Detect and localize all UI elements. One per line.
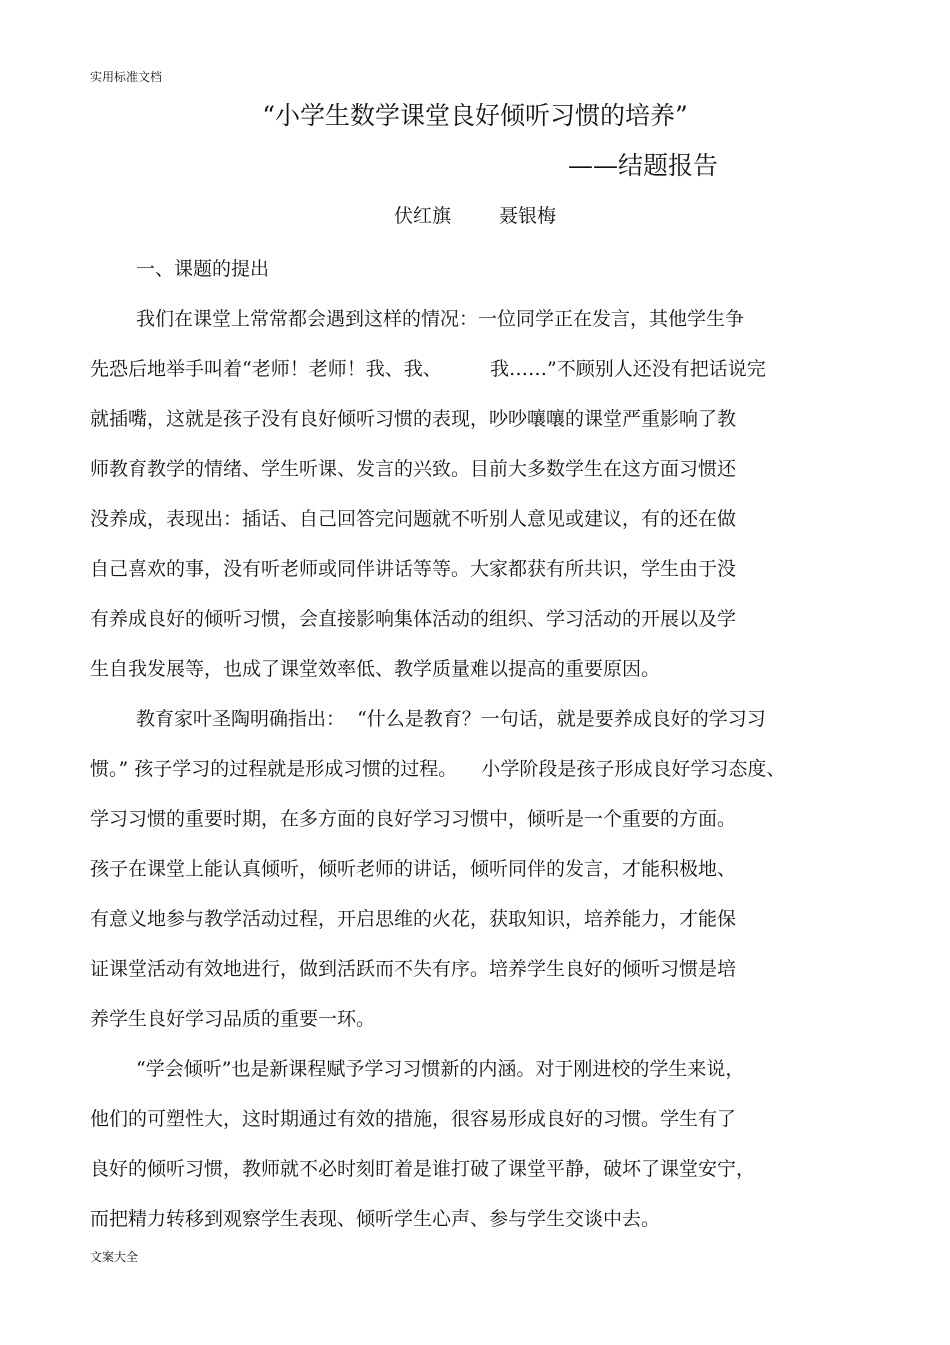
body-line: 学习习惯的重要时期，在多方面的良好学习习惯中，倾听是一个重要的方面。 xyxy=(90,808,737,830)
page-footer-label: 文案大全 xyxy=(90,1250,139,1264)
author-name: 伏红旗 xyxy=(393,205,451,227)
body-line: 良好的倾听习惯，教师就不必时刻盯着是谁打破了课堂平静，破坏了课堂安宁， xyxy=(90,1158,756,1180)
body-line: 而把精力转移到观察学生表现、倾听学生心声、参与学生交谈中去。 xyxy=(90,1208,661,1230)
page-header-label: 实用标准文档 xyxy=(90,70,163,84)
body-line: 有养成良好的倾听习惯，会直接影响集体活动的组织、学习活动的开展以及学 xyxy=(90,608,737,630)
body-line: 我们在课堂上常常都会遇到这样的情况：一位同学正在发言，其他学生争 xyxy=(136,308,745,330)
author-name: 聂银梅 xyxy=(499,205,557,227)
body-line: 他们的可塑性大，这时期通过有效的措施，很容易形成良好的习惯。学生有了 xyxy=(90,1108,737,1130)
body-line: 孩子在课堂上能认真倾听，倾听老师的讲话，倾听同伴的发言，才能积极地、 xyxy=(90,858,737,880)
section-heading: 一、课题的提出 xyxy=(136,258,270,280)
body-line: 就插嘴，这就是孩子没有良好倾听习惯的表现，吵吵嚷嚷的课堂严重影响了教 xyxy=(90,408,737,430)
document-title: “小学生数学课堂良好倾听习惯的培养” xyxy=(262,101,688,130)
body-line: 教育家叶圣陶明确指出： “什么是教育？一句话，就是要养成良好的学习习 xyxy=(136,708,766,730)
authors xyxy=(0,201,950,231)
document-subtitle: ——结题报告 xyxy=(568,151,719,180)
body-line: 有意义地参与教学活动过程，开启思维的火花，获取知识，培养能力，才能保 xyxy=(90,908,737,930)
body-line: 先恐后地举手叫着“老师！老师！我、我、 我……”不顾别人还没有把话说完 xyxy=(90,358,766,380)
body-line: 生自我发展等，也成了课堂效率低、教学质量难以提高的重要原因。 xyxy=(90,658,661,680)
body-line: 养学生良好学习品质的重要一环。 xyxy=(90,1008,376,1030)
body-line: 自己喜欢的事，没有听老师或同伴讲话等等。大家都获有所共识，学生由于没 xyxy=(90,558,737,580)
body-line: 师教育教学的情绪、学生听课、发言的兴致。目前大多数学生在这方面习惯还 xyxy=(90,458,737,480)
body-line: 证课堂活动有效地进行，做到活跃而不失有序。培养学生良好的倾听习惯是培 xyxy=(90,958,737,980)
body-line: “学会倾听”也是新课程赋予学习习惯新的内涵。对于刚进校的学生来说， xyxy=(136,1058,745,1080)
body-line: 没养成，表现出：插话、自己回答完问题就不听别人意见或建议，有的还在做 xyxy=(90,508,737,530)
body-line: 惯。” 孩子学习的过程就是形成习惯的过程。 小学阶段是孩子形成良好学习态度、 xyxy=(90,758,786,780)
